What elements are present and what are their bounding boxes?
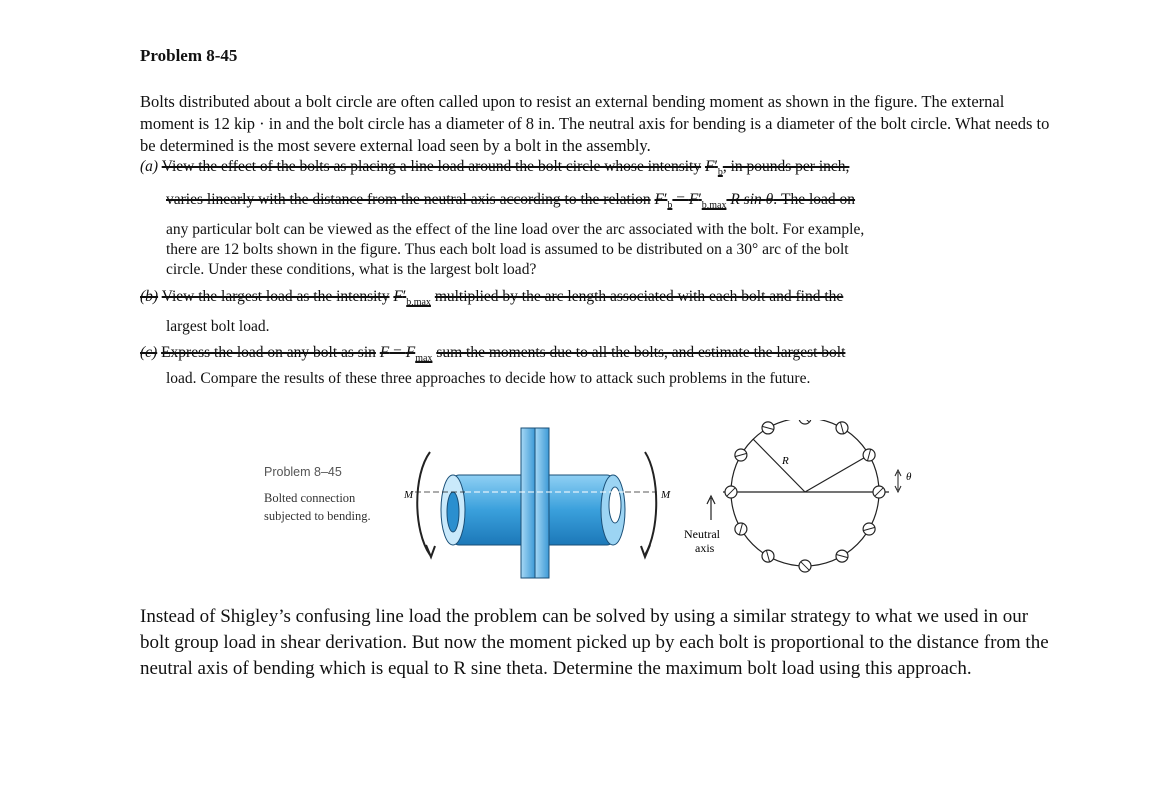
figure-description: Bolted connection subjected to bending. (264, 491, 371, 523)
moment-label-right: M (661, 489, 671, 501)
problem-intro: Bolts distributed about a bolt circle are often called upon to resist an external bending moment as shown in the figure. The external moment is 12 kip · in and the bolt circle has a diameter of 8 in. The neutral axis for bending is a diameter of the bolt circle. What needs to be determined is the most severe external load seen by a bolt in the assembly. (140, 92, 1050, 155)
symbol-f-max: $F = F_{max}$ (379, 344, 433, 365)
part-c-line-1 (140, 344, 845, 364)
part-b-label: (b) (140, 288, 159, 305)
part-a-text-1b: , in pounds per inch, (722, 158, 850, 175)
flange-left (521, 428, 535, 578)
part-b-line-2: largest bolt load. (166, 318, 270, 335)
shaft-assembly (415, 428, 657, 578)
bolt (725, 486, 737, 498)
bolt (836, 550, 848, 562)
part-c-label: (c) (140, 344, 158, 361)
part-a-line-4: there are 12 bolts shown in the figure. Thus each bolt load is assumed to be distributed on a 30° arc of the bolt (166, 241, 849, 258)
part-b-line-1 (140, 288, 843, 308)
part-a-line-3: any particular bolt can be viewed as the effect of the line load over the arc associated with the bolt. For example, (166, 221, 865, 238)
bolt-circle-diagram (723, 420, 912, 572)
bolt (836, 422, 848, 434)
radius-line (753, 439, 805, 492)
moment-label-left: M (404, 489, 414, 501)
bolt (762, 550, 774, 562)
part-a-line-2 (166, 191, 855, 211)
radius-label: R (782, 455, 789, 467)
relation-equation: $F'_b = F'_{b,max}$ R sin θ (654, 191, 774, 212)
part-c-text-1: Express the load on any bolt as sin (161, 344, 376, 361)
bolt-circle (731, 420, 879, 566)
part-c-text-1b: sum the moments due to all the bolts, and estimate the largest bolt (436, 344, 846, 361)
neutral-axis-label-2: axis (695, 541, 715, 555)
bolt (799, 560, 811, 572)
bolt (735, 523, 747, 535)
part-b-text-1b: multiplied by the arc length associated with each bolt and find the (434, 288, 844, 305)
bolt (873, 486, 885, 498)
part-a-text-2: varies linearly with the distance from the neutral axis according to the relation (166, 191, 651, 208)
part-a-text-2b: . The load on (773, 191, 856, 208)
bolt (799, 420, 811, 424)
neutral-axis-arrow (707, 496, 715, 520)
part-b-text-1: View the largest load as the intensity (161, 288, 390, 305)
flange-right (535, 428, 549, 578)
angle-label: θ (906, 471, 912, 483)
part-a-text-1: View the effect of the bolts as placing a line load around the bolt circle whose intensity (161, 158, 702, 175)
part-a-label: (a) (140, 158, 159, 175)
bolt (863, 449, 875, 461)
part-a-line-5: circle. Under these conditions, what is the largest bolt load? (166, 261, 537, 278)
neutral-axis-label-1: Neutral (684, 527, 720, 541)
symbol-fb-prime: $F'_b$ (704, 158, 723, 179)
part-a-line-1 (140, 158, 849, 178)
figure-caption: Problem 8–45 (264, 465, 342, 479)
problem-title: Problem 8-45 (140, 46, 238, 65)
bolt (735, 449, 747, 461)
bolt (762, 422, 774, 434)
bolt (863, 523, 875, 535)
angle-line (805, 455, 869, 492)
symbol-fb-max: $F'_{b,max}$ (393, 288, 431, 309)
moment-arrow-left (417, 452, 435, 557)
bolted-connection-figure (395, 420, 915, 585)
part-c-line-2: load. Compare the results of these three approaches to decide how to attack such problems in the future. (166, 370, 811, 387)
moment-arrow-right (641, 452, 656, 557)
discussion-paragraph: Instead of Shigley’s confusing line load the problem can be solved by using a similar strategy to what we used in our bolt group load in shear derivation. But now the moment picked up by each bolt is proportional to the distance from the neutral axis of bending which is equal to R sine theta. Determine the maximum bolt load using this approach. (140, 606, 1049, 679)
